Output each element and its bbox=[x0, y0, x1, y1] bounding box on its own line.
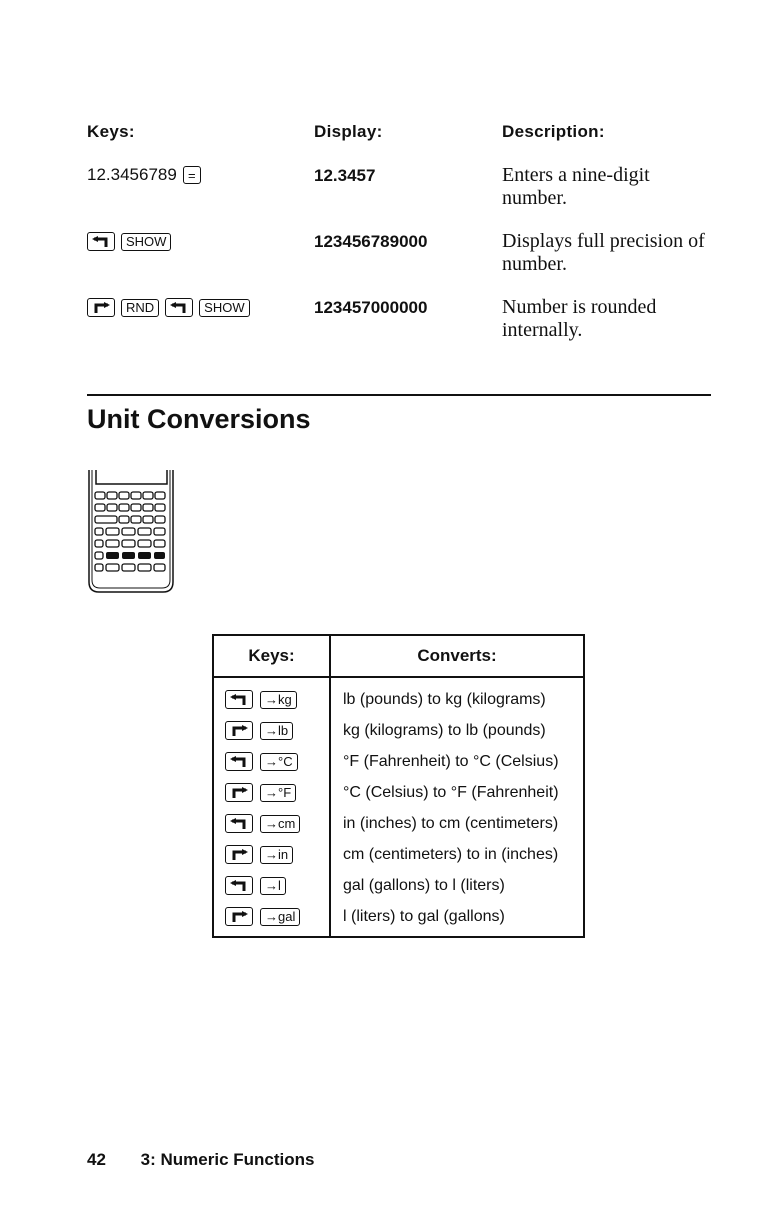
converts-text: kg (kilograms) to lb (pounds) bbox=[343, 721, 546, 739]
left-shift-icon bbox=[225, 876, 253, 895]
left-shift-icon bbox=[87, 232, 115, 251]
header-keys: Keys: bbox=[87, 122, 135, 141]
row2-display: 123456789000 bbox=[314, 232, 428, 251]
chapter-title: 3: Numeric Functions bbox=[140, 1150, 315, 1169]
converts-text: l (liters) to gal (gallons) bbox=[343, 907, 505, 925]
table-header-keys: Keys: bbox=[213, 635, 330, 677]
converts-text: °F (Fahrenheit) to °C (Celsius) bbox=[343, 752, 559, 770]
calculator-icon bbox=[87, 470, 175, 594]
row2-keys bbox=[87, 232, 171, 251]
table-header-converts: Converts: bbox=[330, 635, 584, 677]
table-row bbox=[213, 746, 584, 777]
section-title: Unit Conversions bbox=[87, 404, 311, 434]
conversions-table bbox=[212, 634, 585, 938]
row3-description: Number is rounded internally. bbox=[502, 296, 657, 341]
converts-text: cm (centimeters) to in (inches) bbox=[343, 845, 559, 863]
to-lb-key: →lb bbox=[260, 722, 293, 740]
to-fahrenheit-key: →°F bbox=[260, 784, 296, 802]
to-liters-key: →l bbox=[260, 877, 286, 895]
table-row bbox=[213, 808, 584, 839]
to-in-key: →in bbox=[260, 846, 293, 864]
right-shift-icon bbox=[225, 721, 253, 740]
converts-text: gal (gallons) to l (liters) bbox=[343, 876, 505, 894]
right-shift-icon bbox=[225, 845, 253, 864]
table-row bbox=[213, 870, 584, 901]
show-key: SHOW bbox=[121, 233, 171, 251]
converts-text: lb (pounds) to kg (kilograms) bbox=[343, 690, 546, 708]
page-footer bbox=[87, 1150, 314, 1170]
left-shift-icon bbox=[165, 298, 193, 317]
table-row bbox=[213, 777, 584, 808]
right-shift-icon bbox=[225, 907, 253, 926]
converts-text: in (inches) to cm (centimeters) bbox=[343, 814, 559, 832]
table-row bbox=[213, 839, 584, 870]
row1-keys bbox=[87, 165, 201, 185]
to-celsius-key: →°C bbox=[260, 753, 298, 771]
left-shift-icon bbox=[225, 690, 253, 709]
header-display: Display: bbox=[314, 122, 383, 141]
equals-key: = bbox=[183, 166, 201, 184]
to-cm-key: →cm bbox=[260, 815, 300, 833]
right-shift-icon bbox=[87, 298, 115, 317]
to-kg-key: →kg bbox=[260, 691, 297, 709]
show-key: SHOW bbox=[199, 299, 249, 317]
row1-display: 12.3457 bbox=[314, 166, 376, 185]
row1-keys-text: 12.3456789 bbox=[87, 165, 177, 184]
row3-keys bbox=[87, 298, 250, 317]
section-divider bbox=[87, 394, 711, 396]
right-shift-icon bbox=[225, 783, 253, 802]
converts-text: °C (Celsius) to °F (Fahrenheit) bbox=[343, 783, 559, 801]
row1-description: Enters a nine-digit number. bbox=[502, 164, 650, 209]
left-shift-icon bbox=[225, 752, 253, 771]
rnd-key: RND bbox=[121, 299, 159, 317]
to-gal-key: →gal bbox=[260, 908, 300, 926]
table-row bbox=[213, 715, 584, 746]
row2-description: Displays full precision of number. bbox=[502, 230, 705, 275]
page-number: 42 bbox=[87, 1150, 106, 1169]
left-shift-icon bbox=[225, 814, 253, 833]
header-description: Description: bbox=[502, 122, 605, 141]
table-row bbox=[213, 901, 584, 937]
row3-display: 123457000000 bbox=[314, 298, 428, 317]
table-row bbox=[213, 677, 584, 715]
